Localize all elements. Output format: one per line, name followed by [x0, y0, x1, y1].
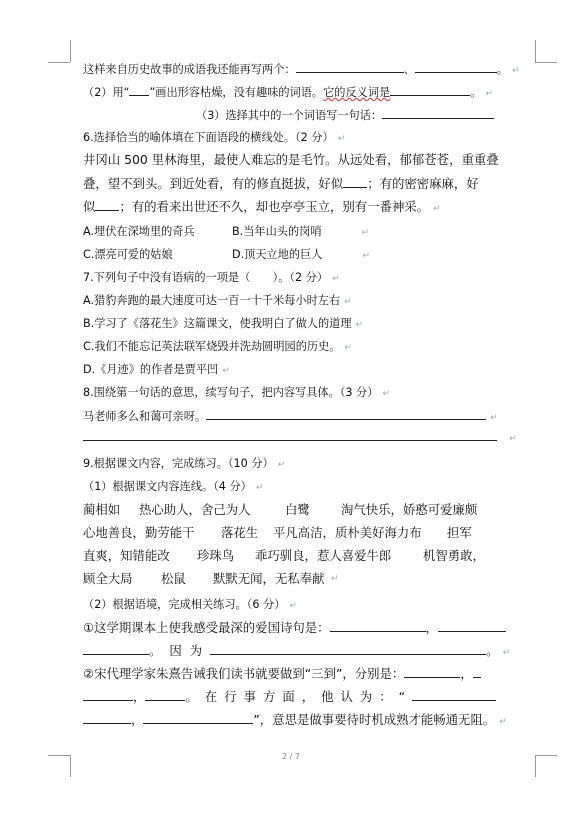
three-to-blank-3[interactable] [83, 690, 133, 701]
paragraph-mark-icon: ↵ [433, 204, 441, 214]
crop-mark-tr-v [535, 40, 536, 62]
q8-answer-line-1: 马老师多么和蔼可亲呀。 ↵ [83, 410, 498, 423]
quote-blank-1[interactable] [412, 690, 496, 701]
match-cell[interactable]: 淘气快乐，娇憨可爱廉颇 [341, 502, 478, 517]
match-cell[interactable]: 珍珠鸟 [197, 548, 235, 563]
question-9-part-1: （1）根据课文内容连线。（4 分） ↵ [83, 480, 264, 493]
reason-blank[interactable] [210, 644, 486, 655]
poem-blank-2[interactable] [438, 621, 506, 632]
paragraph-mark-icon: ↵ [331, 574, 339, 584]
poem-line-2: 。因为 。 ↵ [83, 644, 510, 660]
idiom-line: 这样来自历史故事的成语我还能再写两个： 、 。 ↵ [83, 63, 520, 76]
quote-blank-3[interactable] [143, 713, 253, 724]
paragraph-mark-icon: ↵ [499, 717, 507, 727]
idiom-blank-1[interactable] [296, 62, 404, 73]
match-cell[interactable]: 松鼠 [161, 571, 186, 586]
antonym-blank[interactable] [390, 85, 470, 96]
paragraph-mark-icon: ↵ [344, 343, 353, 353]
paragraph-mark-icon: ↵ [277, 460, 286, 470]
match-cell[interactable]: 热心助人，舍己为人 [139, 502, 251, 517]
page-indicator: 2 / 7 [282, 752, 300, 761]
match-cell[interactable]: 蔺相如 [83, 502, 121, 517]
crop-mark-tl-v [70, 40, 71, 62]
paragraph-mark-icon: ↵ [289, 601, 297, 611]
paragraph-mark-icon: ↵ [509, 434, 517, 444]
match-cell[interactable]: 平凡高洁，质朴美好海力布 [273, 525, 422, 540]
question-6-title: 6.选择恰当的喻体填在下面语段的横线处。（2 分） ↵ [83, 131, 346, 144]
match-cell[interactable]: 顾全大局 [83, 571, 133, 586]
paragraph-mark-icon: ↵ [337, 134, 346, 144]
paragraph-mark-icon: ↵ [355, 320, 364, 330]
q7-option-b: B.学习了《落花生》这篇课文，使我明白了做人的道理 ↵ [83, 317, 364, 330]
match-cell[interactable]: 机智勇敢， [423, 548, 485, 563]
crop-mark-tl-h [48, 62, 70, 63]
paragraph-mark-icon: ↵ [344, 297, 352, 307]
q8-answer-blank-2[interactable] [83, 430, 497, 441]
paragraph-mark-icon: ↵ [361, 228, 370, 238]
zhuxi-line-1: ②宋代理学家朱熹告诫我们读书就要做到“三到”，分别是： ， [83, 667, 481, 681]
paragraph-mark-icon: ↵ [490, 413, 498, 423]
question-2-line: （2）用“ ”画出形容枯燥，没有趣味的词语。它的反义词是 。 ↵ [83, 86, 493, 99]
paragraph-mark-icon: ↵ [332, 274, 340, 284]
question-8-title: 8.围绕第一句话的意思，续写句子，把内容写具体。（3 分） ↵ [83, 386, 390, 399]
sentence-blank[interactable] [382, 108, 494, 119]
zhuxi-line-3: ， ”，意思是做事要待时机成熟才能畅通无阻。 ↵ [83, 713, 507, 729]
q8-answer-line-2 [83, 430, 517, 446]
question-9-part-2: （2）根据语境，完成相关练习。（6 分） ↵ [83, 598, 297, 611]
simile-blank-2[interactable] [95, 200, 119, 211]
three-to-blank-2[interactable] [473, 667, 481, 678]
poem-blank-1[interactable] [330, 621, 426, 632]
paragraph-mark-icon: ↵ [511, 66, 520, 76]
question-9-title: 9.根据课文内容，完成练习。（10 分） ↵ [83, 457, 286, 470]
paragraph-mark-icon: ↵ [222, 366, 230, 376]
q7-option-a: A.猎豹奔跑的最大速度可达一百一十千米每小时左右 ↵ [83, 294, 352, 307]
idiom-blank-2[interactable] [415, 62, 497, 73]
match-cell[interactable]: 默默无闻，无私奉献 [213, 571, 325, 586]
q8-answer-blank-1[interactable] [206, 409, 486, 420]
zhuxi-line-2: ， 。在行事方面，他认为：“ [83, 690, 496, 704]
paragraph-mark-icon: ↵ [502, 648, 511, 658]
question-3-line: （3）选择其中的一个词语写一句话： [196, 108, 494, 123]
poem-blank-3[interactable] [83, 644, 149, 655]
match-cell[interactable]: 直爽，知错能改 [83, 548, 170, 563]
match-cell[interactable]: 白鹭 [285, 502, 310, 517]
q7-option-d: D.《月迹》的作者是贾平凹 ↵ [83, 363, 230, 376]
option-row-1: A.埋伏在深坳里的奇兵 [83, 225, 195, 238]
match-cell[interactable]: 担军 [447, 525, 472, 540]
paragraph-mark-icon: ↵ [255, 483, 264, 493]
option-b: B.当年山头的岗哨 ↵ [232, 225, 370, 238]
crop-mark-tr-h [535, 62, 557, 63]
three-to-blank-4[interactable] [145, 690, 185, 701]
mark-blank[interactable] [129, 85, 149, 96]
quote-blank-2[interactable] [83, 713, 131, 724]
match-cell[interactable]: 落花生 [221, 525, 259, 540]
poem-line-1: ①这学期课本上使我感受最深的爱国诗句是： ， [83, 621, 506, 635]
option-row-2: C.漂亮可爱的姑娘 [83, 248, 173, 261]
match-cell[interactable]: 乖巧驯良，惹人喜爱牛郎 [255, 548, 392, 563]
simile-blank-1[interactable] [343, 177, 367, 188]
paragraph-mark-icon: ↵ [382, 389, 390, 399]
paragraph-mark-icon: ↵ [485, 89, 493, 99]
paragraph-mark-icon: ↵ [362, 251, 371, 261]
passage-line-1: 井冈山 500 里林海里，最使人难忘的是毛竹。从远处看，郁郁苍苍，重重叠 [83, 152, 499, 167]
match-cell[interactable]: 心地善良，勤劳能干 [83, 525, 195, 540]
option-d: D.顶天立地的巨人 ↵ [232, 248, 371, 261]
three-to-blank-1[interactable] [404, 667, 460, 678]
q7-option-c: C.我们不能忘记英法联军烧毁并洗劫圆明园的历史。 ↵ [83, 340, 353, 353]
question-7-title: 7.下列句子中没有语病的一项是（ ）。（2 分） ↵ [83, 271, 340, 284]
passage-line-3: 似 ；有的看来出世还不久，却也亭亭玉立，别有一番神采。 ↵ [83, 199, 441, 214]
passage-line-2: 叠，望不到头。到近处看，有的修直挺拔，好似 ；有的密密麻麻，好 [83, 176, 479, 191]
